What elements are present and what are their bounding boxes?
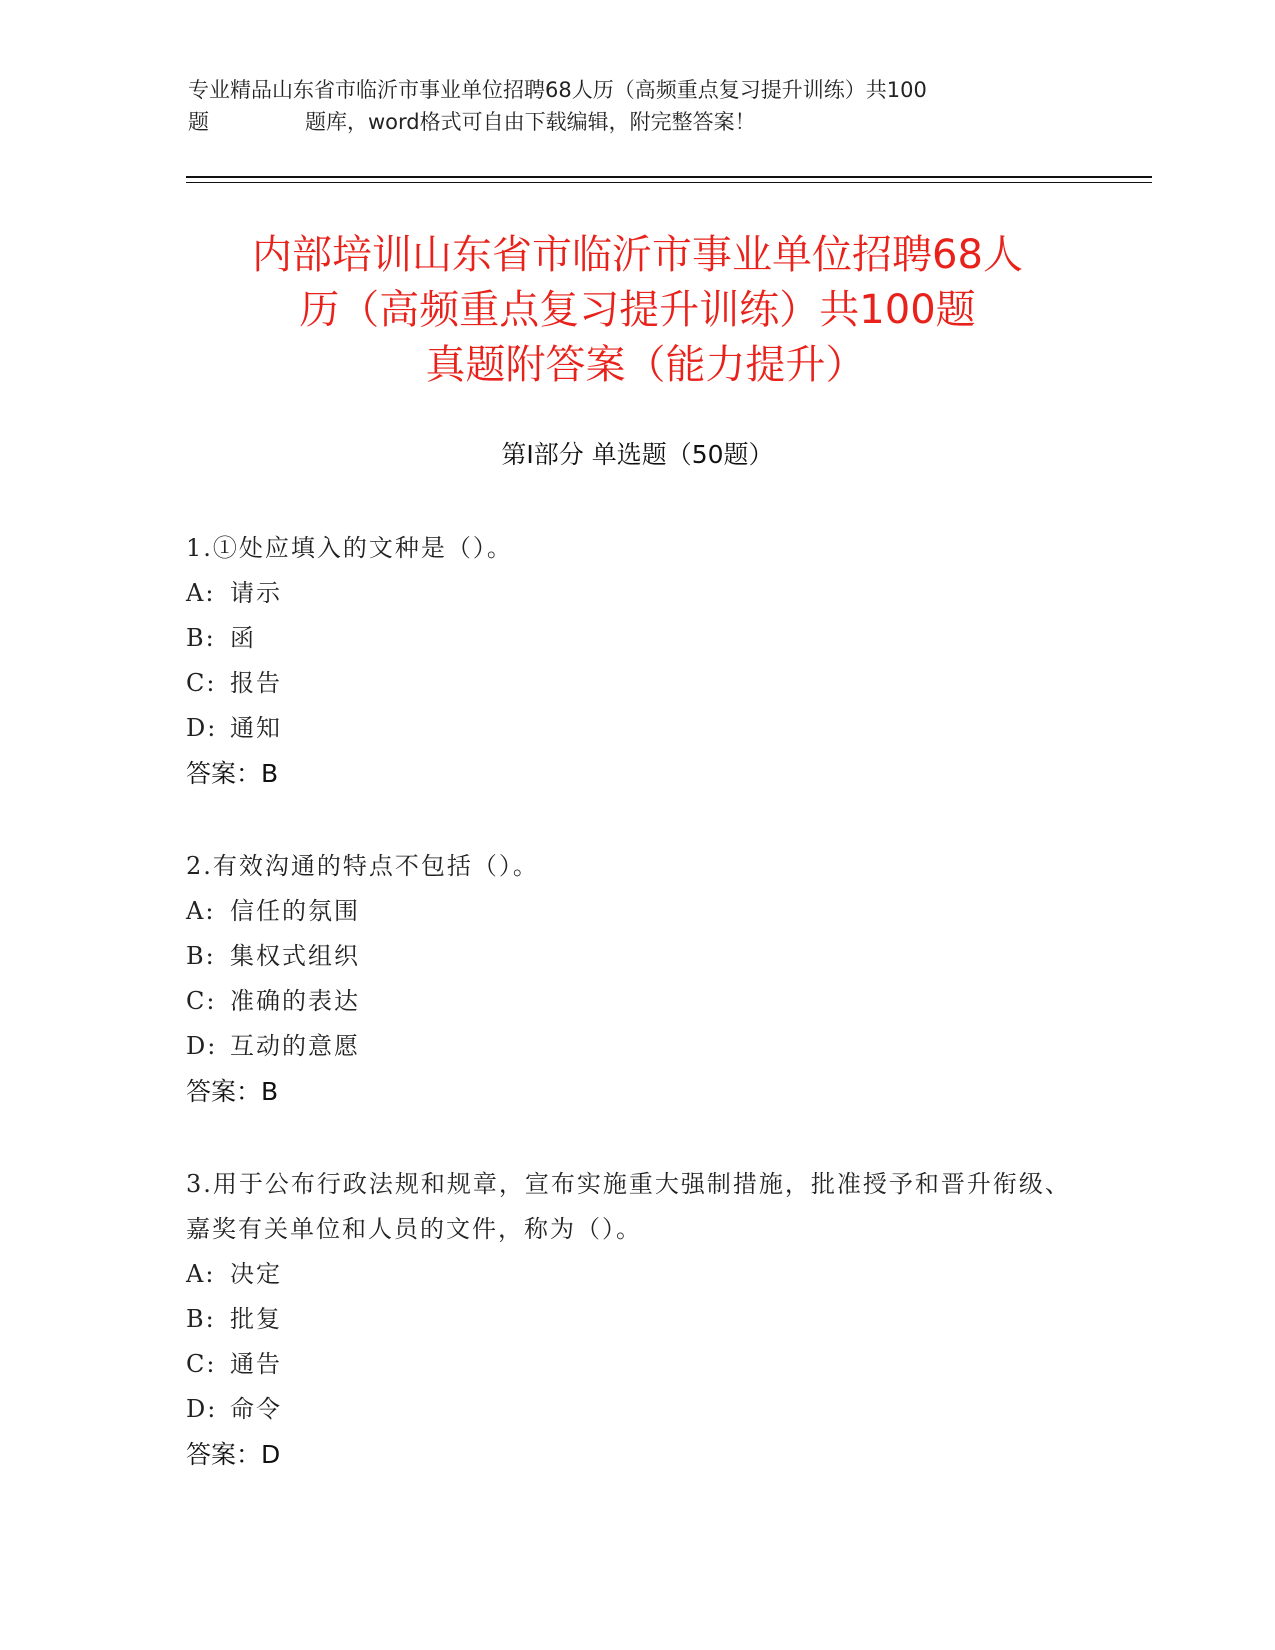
section-heading: 第I部分 单选题（50题）: [501, 440, 774, 469]
option-text: 批复: [230, 1305, 282, 1333]
option-d: [186, 706, 1086, 751]
option-a: [186, 571, 1086, 616]
option-letter: D:: [186, 1395, 218, 1423]
option-d: [186, 1387, 1086, 1432]
option-letter: B:: [186, 942, 216, 970]
option-text: 请示: [230, 579, 282, 607]
header-rule-thin: [186, 182, 1152, 183]
option-letter: D:: [186, 714, 218, 742]
title-line-2: 历（高频重点复习提升训练）共100题: [299, 287, 976, 333]
option-letter: A:: [186, 897, 216, 925]
header-line-2-rest: 题库，word格式可自由下载编辑，附完整答案！: [305, 110, 756, 134]
header-rule-thick: [186, 176, 1152, 178]
option-text: 函: [230, 624, 256, 652]
option-b: [186, 616, 1086, 661]
option-c: [186, 661, 1086, 706]
answer-line: 答案：B: [186, 759, 279, 788]
answer-line: 答案：B: [186, 1077, 279, 1106]
option-text: 集权式组织: [230, 942, 360, 970]
option-letter: B:: [186, 1305, 216, 1333]
option-letter: C:: [186, 669, 217, 697]
option-b: [186, 1297, 1086, 1342]
option-letter: B:: [186, 624, 216, 652]
option-a: [186, 889, 1086, 934]
header-line-1: 专业精品山东省市临沂市事业单位招聘68人历（高频重点复习提升训练）共100: [188, 78, 927, 102]
option-c: [186, 979, 1086, 1024]
option-letter: A:: [186, 1260, 216, 1288]
title-line-1: 内部培训山东省市临沂市事业单位招聘68人: [252, 232, 1023, 278]
option-text: 准确的表达: [230, 987, 360, 1015]
option-letter: D:: [186, 1032, 218, 1060]
option-letter: C:: [186, 1350, 217, 1378]
option-text: 命令: [230, 1395, 282, 1423]
option-text: 通知: [230, 714, 282, 742]
question-2: [186, 844, 1086, 1114]
option-c: [186, 1342, 1086, 1387]
question-text: 2.有效沟通的特点不包括（）。: [186, 852, 539, 880]
option-letter: A:: [186, 579, 216, 607]
question-1: [186, 526, 1086, 796]
option-b: [186, 934, 1086, 979]
document-title: [150, 228, 1125, 393]
question-text: 1.①处应填入的文种是（）。: [186, 534, 513, 562]
option-text: 报告: [230, 669, 282, 697]
question-text: 3.用于公布行政法规和规章，宣布实施重大强制措施，批准授予和晋升衔级、嘉奖有关单位和人员的文件，称为（）。: [186, 1170, 1071, 1243]
option-d: [186, 1024, 1086, 1069]
question-3: [186, 1162, 1086, 1477]
option-text: 通告: [230, 1350, 282, 1378]
header-line-2-start: 题: [188, 110, 209, 134]
option-letter: C:: [186, 987, 217, 1015]
option-text: 信任的氛围: [230, 897, 360, 925]
option-text: 决定: [230, 1260, 282, 1288]
header-note: [188, 74, 1078, 138]
title-line-3: 真题附答案（能力提升）: [425, 342, 866, 388]
option-text: 互动的意愿: [230, 1032, 360, 1060]
header-line-2: [188, 106, 1078, 138]
answer-line: 答案：D: [186, 1440, 281, 1469]
option-a: [186, 1252, 1086, 1297]
